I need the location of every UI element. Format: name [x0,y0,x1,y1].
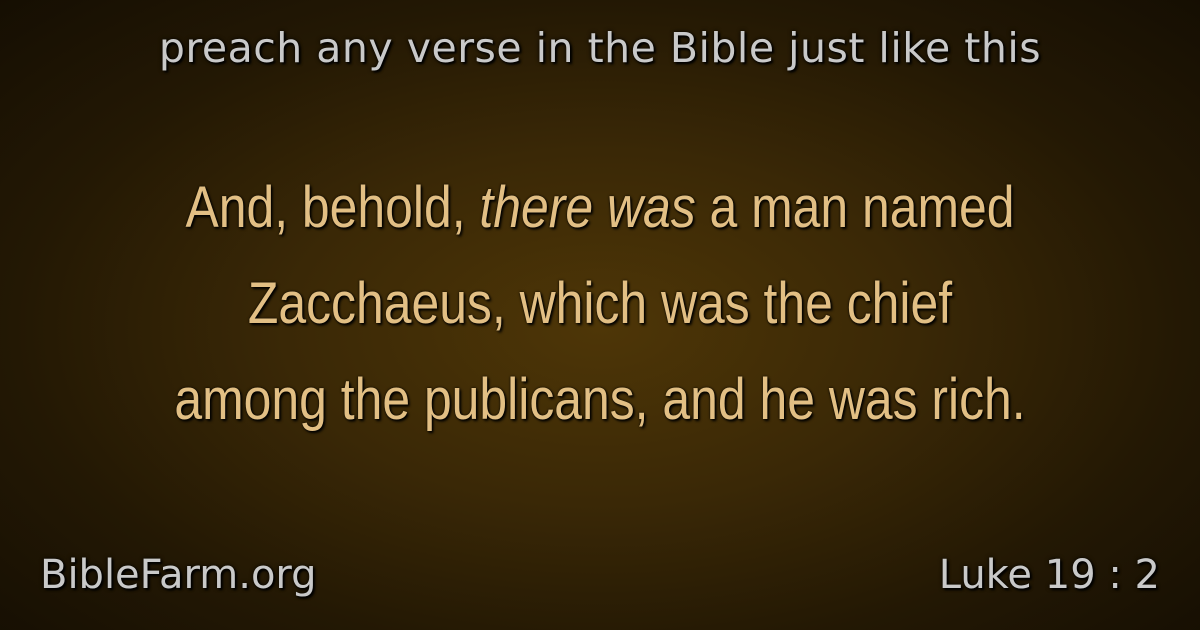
verse-italic-phrase: there was [479,175,696,240]
verse-line-1-start: And, behold, [185,175,480,240]
verse-line-2: Zacchaeus, which was the chief [247,271,953,336]
verse-line-1-end: a man named [695,175,1015,240]
verse-reference: Luke 19 : 2 [938,552,1160,598]
tagline: preach any verse in the Bible just like this [158,24,1042,72]
verse-line-1 [118,160,1081,256]
verse-text [118,160,1081,448]
site-name: BibleFarm.org [40,552,317,598]
verse-line-3: among the publicans, and he was rich. [174,367,1026,432]
